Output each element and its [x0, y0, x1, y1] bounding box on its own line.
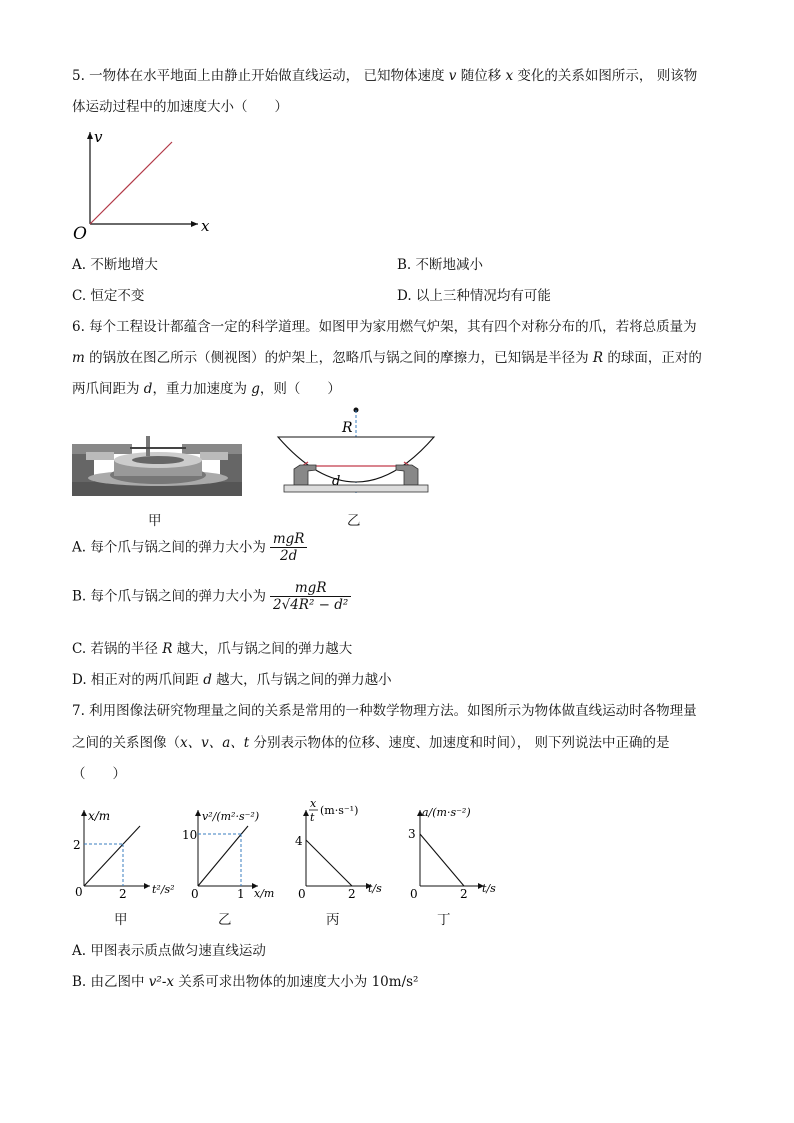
svg-text:2: 2 — [460, 887, 468, 900]
q5-stem-line2: 体运动过程中的加速度大小（ ） — [72, 99, 288, 115]
svg-text:1: 1 — [237, 887, 245, 900]
svg-text:t: t — [310, 811, 315, 824]
q6-b-fraction: $\frac{\text{mgR}}{\text{2√4R² − d²}}$ — [270, 580, 351, 613]
graph-jia-caption: 甲 — [114, 912, 128, 928]
q6-stem-line3: 两爪间距为 d，重力加速度为 g，则（ ） — [72, 381, 341, 397]
svg-text:a/(m·s⁻²): a/(m·s⁻²) — [422, 806, 471, 819]
q6-option-c[interactable]: C. 若锅的半径 R 越大，爪与锅之间的弹力越大 — [72, 641, 353, 657]
q7-stem-line1: 7. 利用图像法研究物理量之间的关系是常用的一种数学物理方法。如图所示为物体做直线运动时各物理量 — [72, 703, 697, 719]
q5-v-x-graph — [70, 124, 220, 244]
graph-yi-caption: 乙 — [218, 912, 232, 928]
svg-text:2: 2 — [119, 887, 127, 900]
svg-text:x/m: x/m — [254, 887, 275, 900]
q7-stem-line2: 之间的关系图像（x、v、a、t 分别表示物体的位移、速度、加速度和时间）， 则下列说法中正确的是 — [72, 735, 670, 751]
svg-text:10: 10 — [182, 828, 198, 842]
q7-stem-line3: （ ） — [72, 766, 126, 782]
svg-text:3: 3 — [408, 827, 416, 841]
q7-option-b[interactable]: B. 由乙图中 v²-x 关系可求出物体的加速度大小为 10m/s² — [72, 974, 419, 990]
svg-text:(m·s⁻¹): (m·s⁻¹) — [320, 804, 359, 817]
q6-a-fraction: $\frac{\text{mgR}}{2d}$ — [270, 531, 308, 564]
svg-text:2: 2 — [348, 887, 356, 900]
graph-ding-caption: 丁 — [437, 912, 451, 928]
v-axis-label: v — [94, 128, 103, 146]
q5-option-c[interactable]: C. 恒定不变 — [72, 288, 145, 304]
q6-option-d[interactable]: D. 相正对的两爪间距 d 越大，爪与锅之间的弹力越小 — [72, 672, 392, 688]
svg-text:2: 2 — [73, 838, 81, 852]
svg-text:x: x — [310, 797, 317, 810]
fig-yi-caption: 乙 — [347, 513, 361, 529]
svg-text:t²/s²: t²/s² — [152, 883, 175, 896]
q6-option-b[interactable]: B. 每个爪与锅之间的弹力大小为 $\frac{\text{mgR}}{\text{2√4R² − d²}}$ — [72, 580, 351, 613]
svg-text:x/m: x/m — [88, 809, 111, 823]
graph-bing — [294, 794, 406, 900]
svg-text:t/s: t/s — [482, 882, 496, 895]
graph-jia — [72, 800, 177, 900]
svg-text:0: 0 — [191, 887, 199, 900]
svg-text:0: 0 — [298, 887, 306, 900]
q6-stem-line2: m 的锅放在图乙所示（侧视图）的炉架上，忽略爪与锅之间的摩擦力，已知锅是半径为 R 的球面，正对的 — [72, 350, 702, 366]
q6-option-a[interactable]: A. 每个爪与锅之间的弹力大小为 $\frac{\text{mgR}}{2d}$ — [72, 531, 307, 564]
svg-text:v²/(m²·s⁻²): v²/(m²·s⁻²) — [202, 810, 260, 823]
q6-stem-line1: 6. 每个工程设计都蕴含一定的科学道理。如图甲为家用燃气炉架，其有四个对称分布的爪，若将总质量为 — [72, 319, 697, 335]
graph-bing-caption: 丙 — [326, 912, 340, 928]
fig-jia-caption: 甲 — [148, 513, 162, 529]
fig-d-label: d — [332, 474, 341, 489]
x-axis-label: x — [201, 217, 210, 235]
pot-figure-yi — [276, 405, 436, 500]
graph-yi — [182, 800, 292, 900]
q5-option-b[interactable]: B. 不断地减小 — [397, 257, 484, 273]
svg-text:t/s: t/s — [368, 882, 382, 895]
origin-label: O — [73, 224, 87, 244]
q7-option-a[interactable]: A. 甲图表示质点做匀速直线运动 — [72, 943, 266, 959]
v-x-line — [90, 142, 172, 224]
fig-R-label: R — [342, 420, 353, 436]
q5-option-a[interactable]: A. 不断地增大 — [72, 257, 158, 273]
q5-option-d[interactable]: D. 以上三种情况均有可能 — [397, 288, 551, 304]
graph-ding — [406, 800, 518, 900]
stove-figure-jia — [72, 430, 247, 502]
svg-text:4: 4 — [295, 834, 303, 848]
q5-stem-line1: 5. 一物体在水平地面上由静止开始做直线运动， 已知物体速度 v 随位移 x 变化的关系如图所示， 则该物 — [72, 68, 698, 84]
svg-text:0: 0 — [75, 885, 83, 899]
svg-text:0: 0 — [410, 887, 418, 900]
